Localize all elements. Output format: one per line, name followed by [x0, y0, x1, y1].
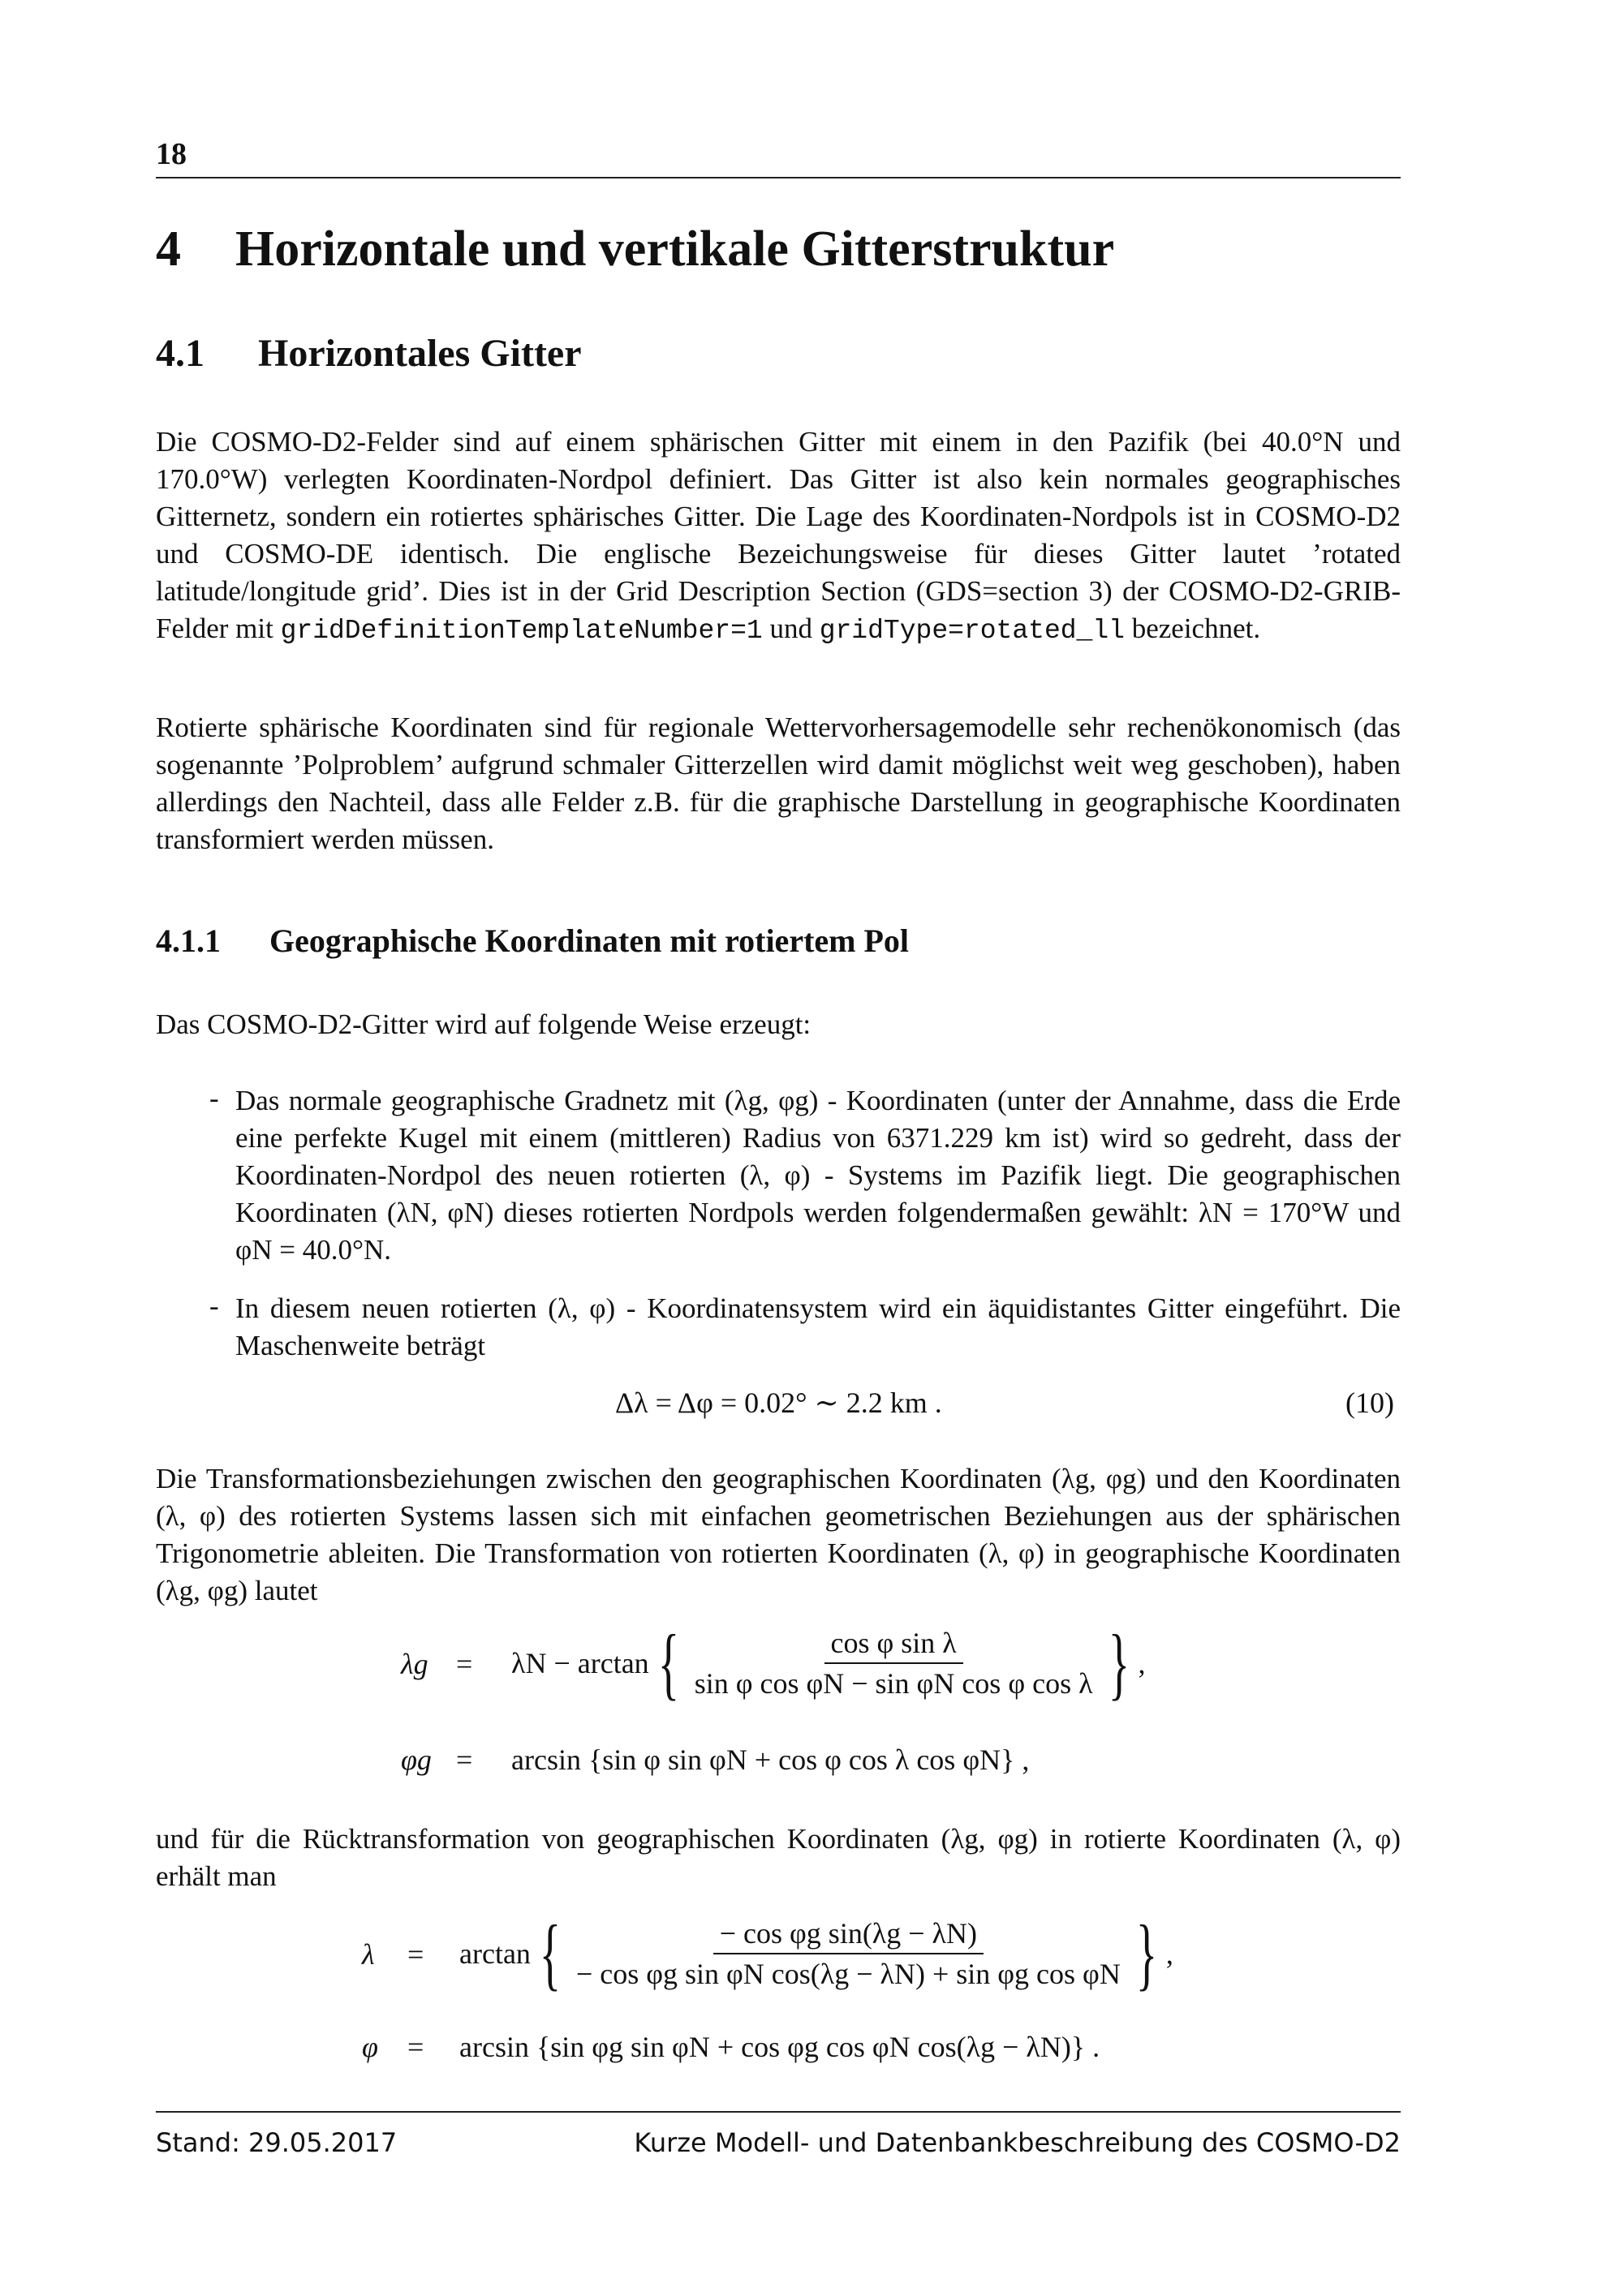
paragraph1-part1: Die COSMO-D2-Felder sind auf einem sphärischen Gitter mit einem in den Pazifik (bei 40.0°N und 170.0°W) verlegten Koordinaten-Nordpol definiert. Das Gitter ist also kein normales geographisches Gitternetz, sondern ein rotiertes sphärisches Gitter. Die Lage des Koordinaten-Nordpols ist in COSMO-D2 und COSMO-DE identisch. Die englische Bezeichungsweise für dieses Gitter lautet ’rotated latitude/longitude grid’. Dies ist in der Grid Description Section (GDS=section 3) der COSMO-D2-GRIB-Felder mit	[156, 426, 1401, 644]
paragraph1-part2: und	[769, 613, 812, 644]
chapter-title: Horizontale und vertikale Gitterstruktur	[235, 221, 1115, 277]
eq1-row1-lhs: λg	[401, 1648, 428, 1680]
equation-10: Δλ = Δφ = 0.02° ∼ 2.2 km .	[615, 1387, 942, 1419]
eq1-row1-denominator: sin φ cos φN − sin φN cos φ cos λ	[694, 1667, 1093, 1700]
footer-rule	[156, 2111, 1401, 2113]
paragraph-transformation: Die Transformationsbeziehungen zwischen den geographischen Koordinaten (λg, φg) und den Koordinaten (λ, φ) des rotierten Systems lassen sich mit einfachen geometrischen Beziehungen aus der sphärischen Trigonometrie ableiten. Die Transformation von rotierten Koordinaten (λ, φ) in geographische Koordinaten (λg, φg) lautet	[156, 1463, 1401, 1606]
chapter-heading	[156, 221, 1114, 278]
paragraph-grid-creation: Das COSMO-D2-Gitter wird auf folgende Weise erzeugt:	[156, 1008, 812, 1040]
eq1-row1-pre: λN − arctan	[511, 1647, 649, 1679]
eq2-row1-lhs: λ	[362, 1938, 375, 1971]
bullet-dash-2: -	[209, 1290, 219, 1322]
code-grid-template: gridDefinitionTemplateNumber=1	[280, 616, 763, 646]
eq2-row1-pre: arctan	[459, 1937, 531, 1970]
eq2-row1-fraction	[570, 1916, 1127, 1991]
eq2-row2-equals: =	[407, 2031, 424, 2063]
subsection-heading	[156, 922, 909, 960]
section-number: 4.1	[156, 332, 204, 375]
eq2-row1-denominator: − cos φg sin φN cos(λg − λN) + sin φg cos φN	[575, 1958, 1121, 1990]
eq2-row2-rhs: arcsin {sin φg sin φN + cos φg cos φN cos(λg − λN)} .	[459, 2031, 1100, 2063]
header-rule	[156, 177, 1401, 178]
right-brace: }	[1135, 1908, 1158, 1998]
eq2-row1-rhs	[459, 1905, 1173, 2002]
subsection-number: 4.1.1	[156, 922, 221, 959]
chapter-number: 4	[156, 221, 181, 277]
footer-document-title: Kurze Modell- und Datenbankbeschreibung des COSMO-D2	[634, 2127, 1401, 2158]
right-brace: }	[1108, 1618, 1130, 1708]
bullet-text-2: In diesem neuen rotierten (λ, φ) - Koordinatensystem wird ein äquidistantes Gitter eingeführt. Die Maschenweite beträgt	[235, 1292, 1401, 1361]
section-heading	[156, 331, 582, 376]
paragraph1-part3: bezeichnet.	[1131, 613, 1261, 644]
eq2-row1-post: ,	[1165, 1937, 1173, 1970]
eq2-row1-equals: =	[407, 1938, 424, 1971]
footer-date: Stand: 29.05.2017	[156, 2127, 398, 2158]
eq1-row1-post: ,	[1138, 1647, 1146, 1679]
eq2-row1-numerator: − cos φg sin(λg − λN)	[713, 1916, 984, 1954]
subsection-title: Geographische Koordinaten mit rotiertem Pol	[269, 922, 910, 959]
eq1-row2-rhs: arcsin {sin φ sin φN + cos φ cos λ cos φN} ,	[511, 1743, 1030, 1776]
paragraph-rotated-coordinates: Rotierte sphärische Koordinaten sind für regionale Wettervorhersagemodelle sehr rechenökonomisch (das sogenannte ’Polproblem’ aufgrund schmaler Gitterzellen wird damit möglichst weit weg geschoben), haben allerdings den Nachteil, dass alle Felder z.B. für die graphische Darstellung in geographische Koordinaten transformiert werden müssen.	[156, 712, 1401, 855]
left-brace: {	[539, 1908, 562, 1998]
eq1-row1-fraction	[688, 1626, 1100, 1701]
page-number: 18	[156, 137, 187, 171]
equation-number: (10)	[1345, 1387, 1394, 1419]
bullet-text-1: Das normale geographische Gradnetz mit (λg, φg) - Koordinaten (unter der Annahme, dass die Erde eine perfekte Kugel mit einem (mittleren) Radius von 6371.229 km ist) wird so gedreht, dass der Koordinaten-Nordpol des neuen rotierten (λ, φ) - Systems im Pazifik liegt. Die geographischen Koordinaten (λN, φN) dieses rotierten Nordpols werden folgendermaßen gewählt: λN = 170°W und φN = 40.0°N.	[235, 1085, 1401, 1266]
eq1-row2-lhs: φg	[401, 1743, 432, 1776]
eq2-row2-lhs: φ	[362, 2031, 378, 2063]
eq1-row2-equals: =	[456, 1743, 473, 1776]
bullet-dash-1: -	[209, 1082, 219, 1114]
paragraph-back-transformation: und für die Rücktransformation von geographischen Koordinaten (λg, φg) in rotierte Koordinaten (λ, φ) erhält man	[156, 1823, 1401, 1892]
left-brace: {	[657, 1618, 679, 1708]
paragraph-grid-definition	[156, 424, 1401, 650]
eq1-row1-equals: =	[456, 1648, 473, 1680]
eq1-row1-numerator: cos φ sin λ	[824, 1626, 963, 1664]
section-title: Horizontales Gitter	[258, 332, 582, 375]
eq1-row1-rhs	[511, 1615, 1146, 1712]
code-grid-type: gridType=rotated_ll	[819, 616, 1125, 646]
